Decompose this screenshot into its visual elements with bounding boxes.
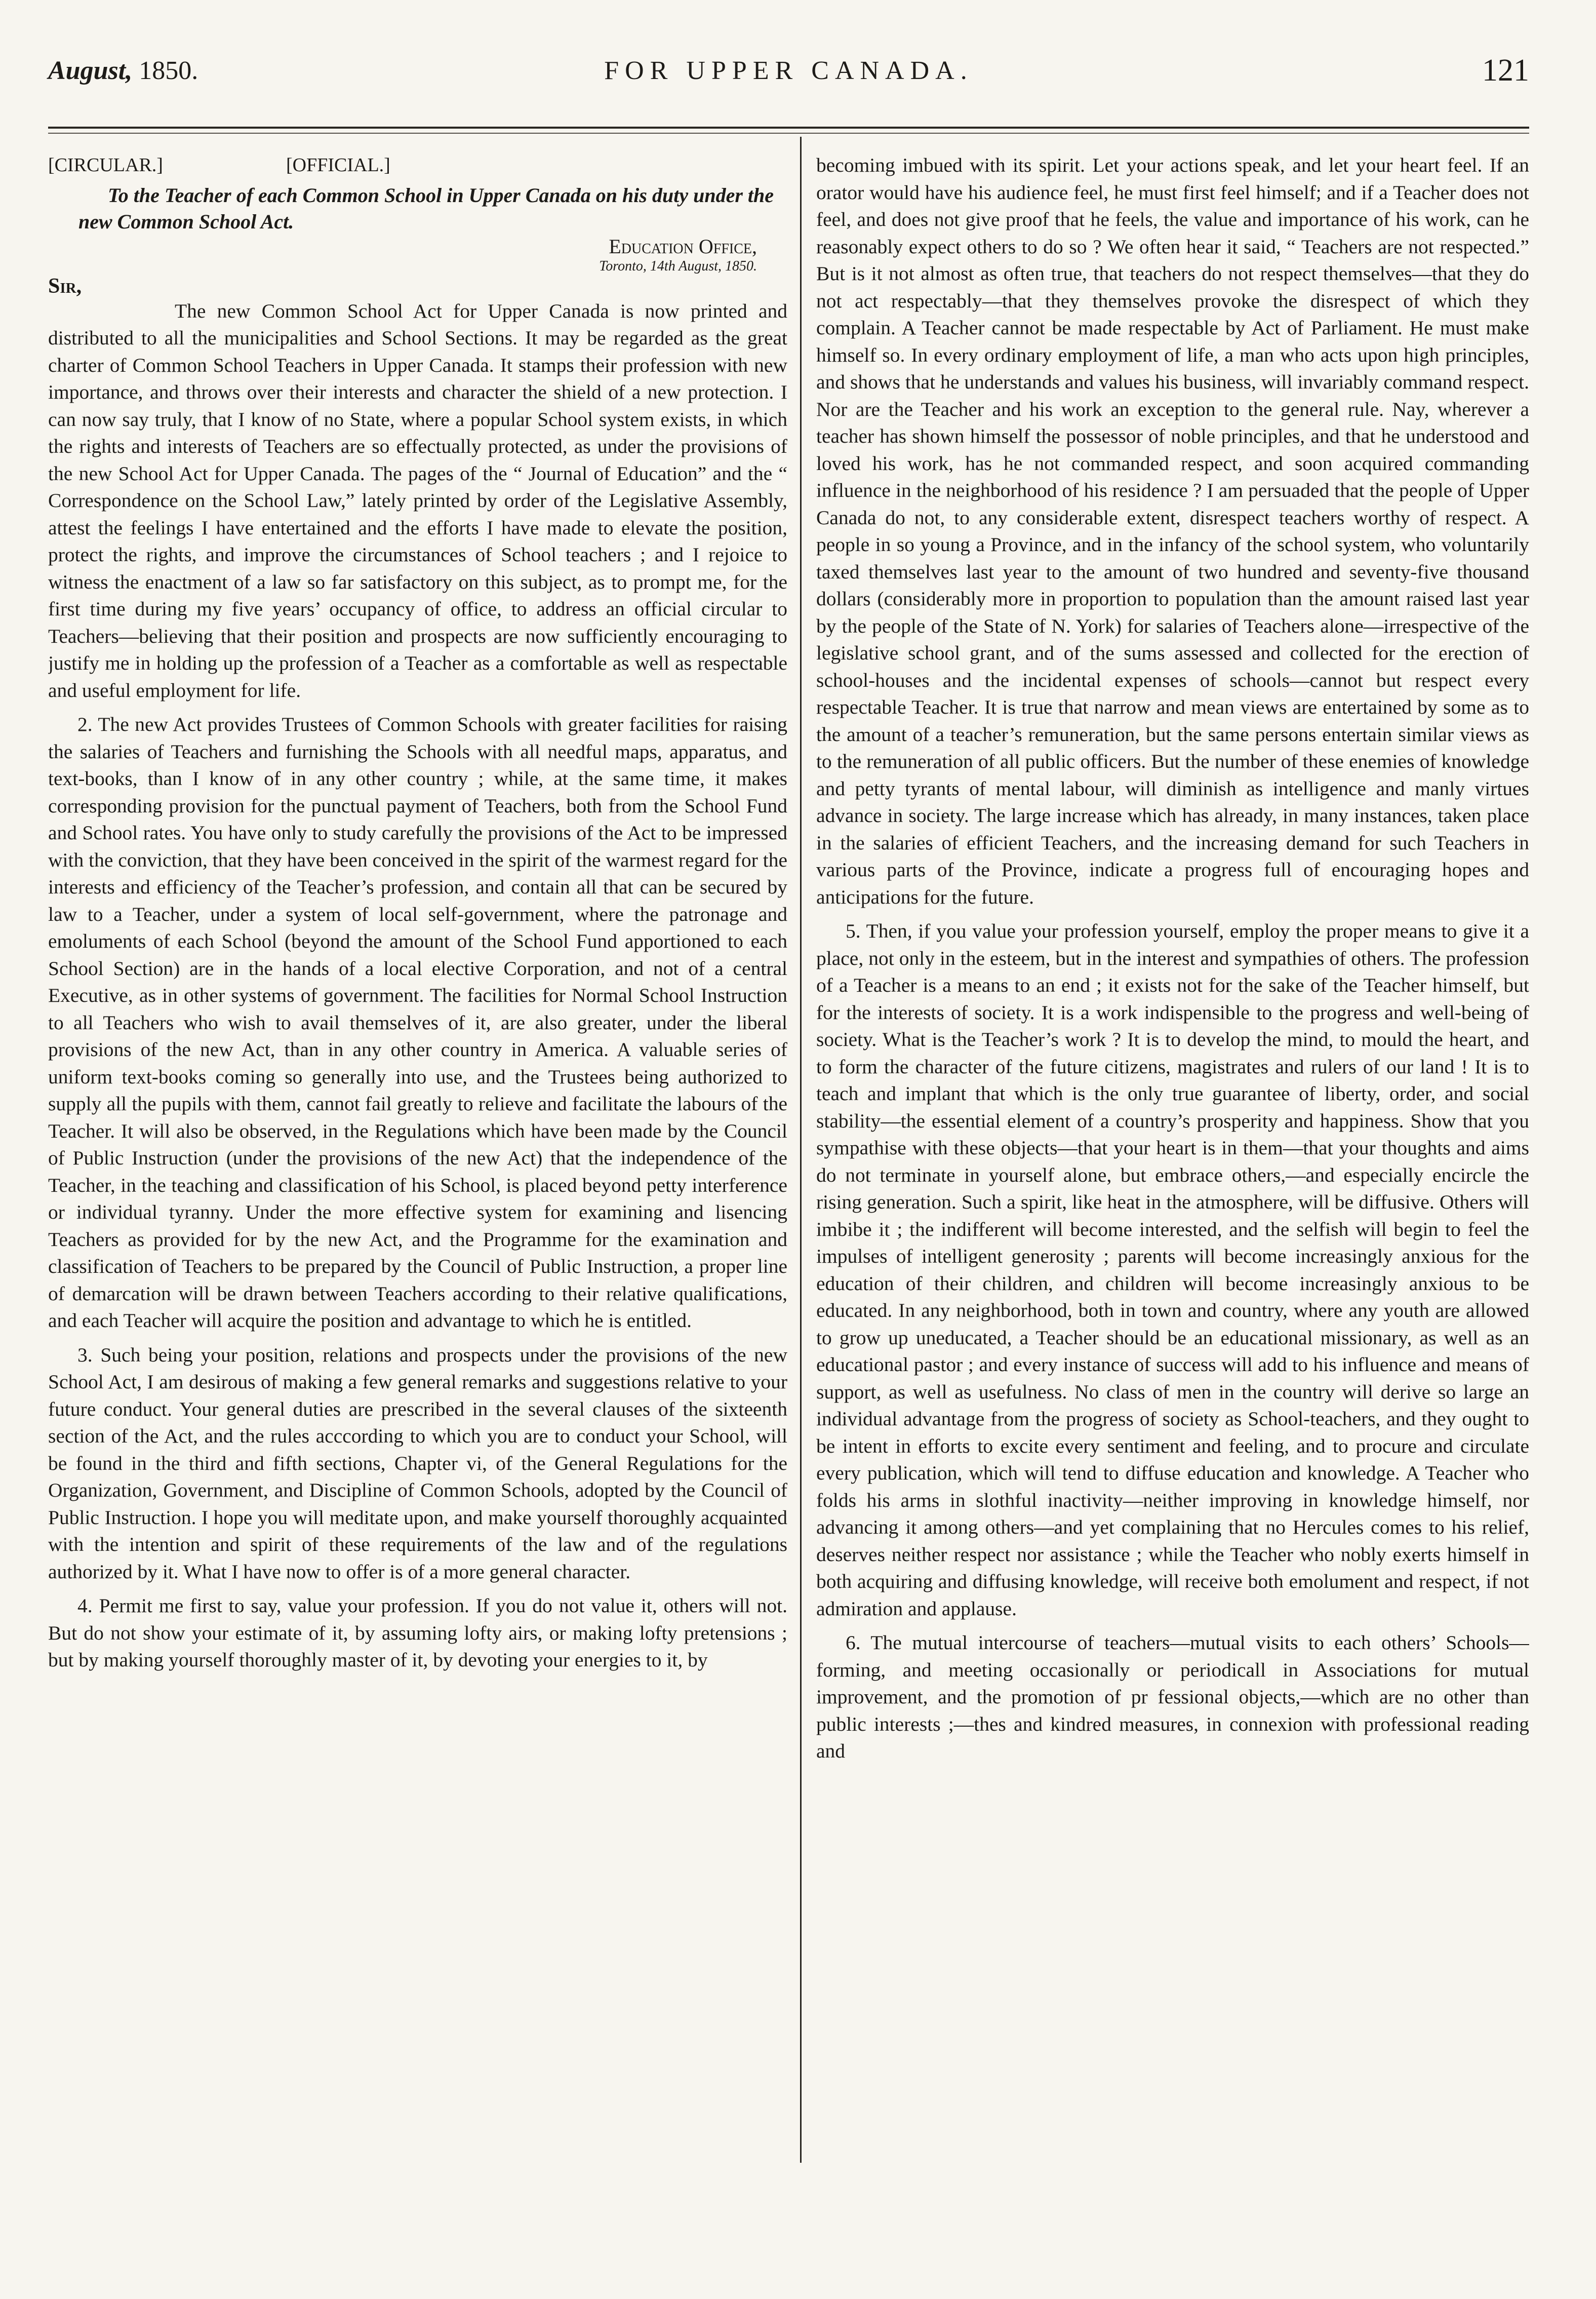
letter-tags: [48, 152, 787, 179]
paragraph-2: 2. The new Act provides Trustees of Common Schools with greater facilities for raising the salaries of Teachers and furnishing the Schools with all needful maps, apparatus, and text-books, than I know of in any other country ; while, at the same time, it makes corresponding provision for the punctual payment of Teachers, both from the School Fund and School rates. You have only to study carefully the provisions of the Act to be impressed with the conviction, that they have been conceived in the spirit of the warmest regard for the interests and efficiency of the Teacher’s profession, and contain all that can be secured by law to a Teacher, under a system of local self-government, where the patronage and emoluments of each School (beyond the amount of the School Fund apportioned to each School Section) are in the hands of a local elective Corporation, and not of a central Executive, as in other systems of government. The facilities for Normal School Instruction to all Teachers who wish to avail themselves of it, are also greater, under the liberal provisions of the new Act, than in any other country in America. A valuable series of uniform text-books coming so generally into use, and the Trustees being authorized to supply all the pupils with them, cannot fail greatly to relieve and facilitate the labours of the Teacher. It will also be observed, in the Regulations which have been made by the Council of Public Instruction (under the provisions of the new Act) that the independence of the Teacher, in the teaching and classification of his School, is placed beyond petty interference or individual tyranny. Under the more effective system for examining and lisencing Teachers as provided for by the new Act, and the Programme for the examination and classification of Teachers to be prepared by the Council of Public Instruction, a proper line of demarcation will be drawn between Teachers according to their relative qualifications, and each Teacher will acquire the position and advantage to which he is entitled.: [48, 713, 787, 1332]
page-number: 121: [1482, 53, 1529, 88]
paragraph-5: 5. Then, if you value your profession yourself, employ the proper means to give it a place, not only in the esteem, but in the interest and sympathies of others. The profession of a Teacher is a means to an end ; it exists not for the sake of the Teacher himself, but for the interests of society. It is a work indispensible to the progress and well-being of society. What is the Teacher’s work ? It is to develop the mind, to mould the heart, and to form the character of the future citizens, magistrates and rulers of our land ! It is to teach and implant that which is the only true guarantee of liberty, order, and social stability—the essential element of a country’s prosperity and happiness. Show that you sympathise with these objects—that your heart is in them—that your thoughts and aims do not terminate in yourself alone, but embrace others,—and especially encircle the rising generation. Such a spirit, like heat in the atmosphere, will be diffusive. Others will imbibe it ; the indifferent will become interested, and the selfish will begin to feel the impulses of intelligent generosity ; parents will become increasingly anxious for the education of their children, and children will become increasingly anxious to be educated. In any neighborhood, both in town and country, where any youth are allowed to grow up uneducated, a Teacher should be an educational missionary, as well as an educational pastor ; and every instance of success will add to his influence and means of support, as well as usefulness. No class of men in the country will derive so large an individual advantage from the progress of society as School-teachers, and they ought to be intent in efforts to excite every sentiment and feeling, and to procure and circulate every publication, which will tend to diffuse education and knowledge. A Teacher who folds his arms in slothful inactivity—neither improving in knowledge himself, nor advancing it among others—and yet complaining that no Hercules comes to his relief, deserves neither respect nor assistance ; while the Teacher who nobly exerts himself in both acquiring and diffusing knowledge, will receive both emolument and respect, if not admiration and applause.: [816, 920, 1529, 1620]
paragraph-4-continued: becoming imbued with its spirit. Let your actions speak, and let your heart feel. If an orator would have his audience feel, he must first feel himself; and if a Teacher does not feel, and does not give proof that he feels, the value and importance of his work, can he reasonably expect others to do so ? We often hear it said, “ Teachers are not respected.” But is it not almost as often true, that teachers do not respect themselves—that they do not act respectably—that they themselves provoke the disrespect of which they complain. A Teacher cannot be made respectable by Act of Parliament. He must make himself so. In every ordinary employment of life, a man who acts upon high principles, and shows that he understands and values his business, will invariably command respect. Nor are the Teacher and his work an exception to the general rule. Nay, wherever a teacher has shown himself the possessor of noble principles, and that he understood and loved his work, has he not commanded respect, and soon acquired commanding influence in the neighborhood of his residence ? I am persuaded that the people of Upper Canada do not, to any considerable extent, disrespect teachers worthy of respect. A people in so young a Province, and in the infancy of the school system, who voluntarily taxed themselves last year to the amount of two hundred and seventy-five thousand dollars (considerably more in proportion to population than the amount raised last year by the people of the State of N. York) for salaries of Teachers alone—irrespective of the legislative school grant, and of the sums assessed and collected for the erection of school-houses and the incidental expenses of schools—cannot but respect every respectable Teacher. It is true that narrow and mean views are entertained by some as to the amount of a teacher’s remuneration, but the same persons entertain similar views as to the remuneration of all public officers. But the number of these enemies of knowledge and petty tyrants of mental labour, will diminish as intelligence and manly virtues advance in society. The large increase which has already, in many instances, taken place in the salaries of efficient Teachers, and the increasing demand for such Teachers in various parts of the Province, indicate a progress full of encouraging hopes and anticipations for the future.: [816, 154, 1529, 908]
letter-addressee: To the Teacher of each Common School in Upper Canada on his duty under the new Common School Act.: [78, 183, 774, 233]
header-rule-thin: [48, 133, 1529, 134]
paragraph-4: 4. Permit me first to say, value your profession. If you do not value it, others will not. But do not show your estimate of it, by assuming lofty airs, or making lofty pretensions ; but by making yourself thoroughly master of it, by devoting your energies to it, by: [48, 1594, 787, 1671]
page-header: [48, 53, 1529, 101]
header-rule: [48, 127, 1529, 129]
paragraph-6: 6. The mutual intercourse of teachers—mutual visits to each others’ Schools—forming, and meeting occasionally or periodicall in Associations for mutual improvement, and the promotion of pr fessional objects,—which are no other than public interests ;—thes and kindred measures, in connexion with professional reading and: [816, 1631, 1529, 1762]
paragraph-1: The new Common School Act for Upper Canada is now printed and distributed to all the municipalities and School Sections. It may be regarded as the great charter of Common School Teachers in Upper Canada. It stamps their profession with new importance, and throws over their interests and character the shield of a new protection. I can now say truly, that I know of no State, where a popular School system exists, in which the rights and interests of Teachers are so effectually protected, as under the provisions of the new School Act for Upper Canada. The pages of the “ Journal of Education” and the “ Correspondence on the School Law,” lately printed by order of the Legislative Assembly, attest the feelings I have entertained and the efforts I have made to elevate the position, protect the rights, and improve the circumstances of School teachers ; and I rejoice to witness the enactment of a law so far satisfactory on this subject, as to prompt me, for the first time during my five years’ occupancy of office, to address an official circular to Teachers—believing that their position and prospects are now sufficiently encouraging to justify me in holding up the profession of a Teacher as a comfortable as well as respectable and useful employment for life.: [48, 299, 787, 702]
header-date: August, 1850.: [48, 56, 198, 85]
tag-official: [OFFICIAL.]: [286, 154, 390, 176]
letter-dateline: Toronto, 14th August, 1850.: [599, 258, 757, 274]
header-title: FOR UPPER CANADA.: [604, 56, 973, 85]
paragraph-3: 3. Such being your position, relations and prospects under the provisions of the new School Act, I am desirous of making a few general remarks and suggestions relative to your future conduct. Your general duties are prescribed in the several clauses of the sixteenth section of the Act, and the rules acccording to which you are to conduct your School, will be found in the third and fifth sections, Chapter vi, of the General Regulations for the Organization, Government, and Discipline of Common Schools, adopted by the Council of Public Instruction. I hope you will meditate upon, and make yourself thoroughly acquainted with the intention and spirit of these requirements of the law and of the regulations authorized by it. What I have now to offer is of a more general character.: [48, 1343, 787, 1583]
letter-office: Education Office,: [609, 235, 757, 258]
header-year: 1850.: [139, 56, 198, 85]
tag-circular: [CIRCULAR.]: [48, 154, 163, 176]
left-column: [48, 152, 787, 2168]
column-divider: [800, 137, 802, 2163]
right-column: [816, 152, 1529, 2168]
header-month: August: [48, 56, 126, 85]
letter-salutation: Sir,: [48, 274, 82, 298]
